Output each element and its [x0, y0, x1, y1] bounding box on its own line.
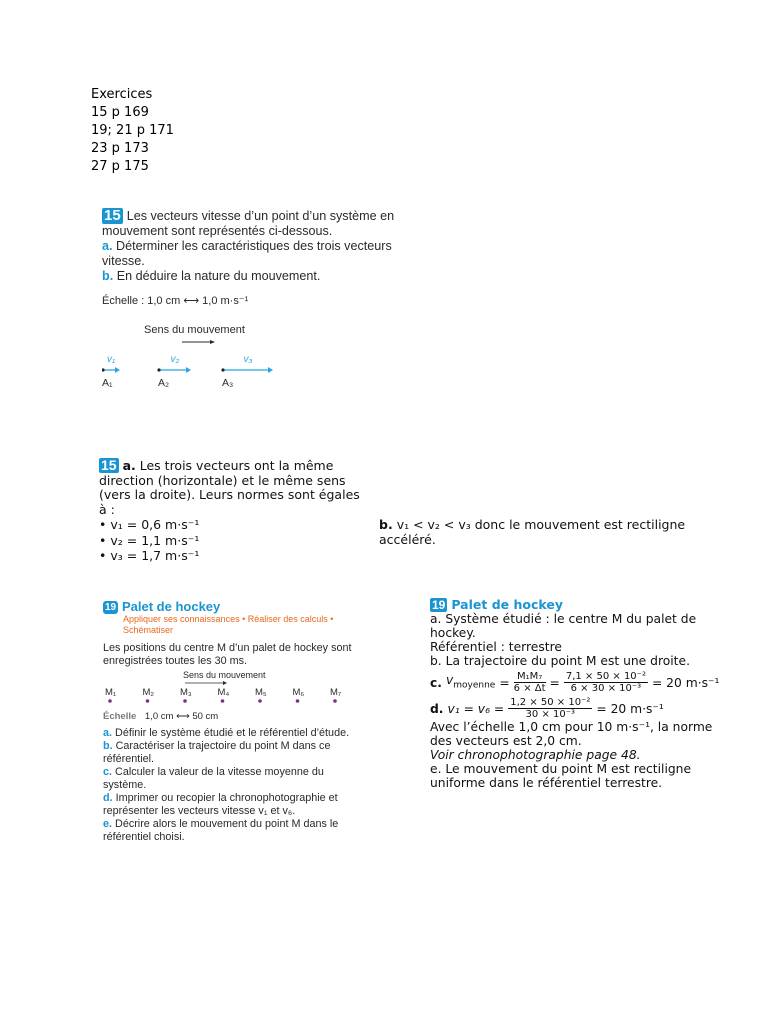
point-label: A₁: [102, 377, 113, 389]
questions-list: [103, 727, 353, 844]
point-marker: [157, 368, 160, 371]
exercise-15-statement: [102, 208, 407, 239]
exercise-19: [103, 600, 353, 844]
scale-label: Échelle: [103, 711, 137, 722]
question-text: Déterminer les caractéristiques des trois vecteurs vitesse.: [102, 239, 392, 268]
formula-subscript: moyenne: [453, 680, 496, 691]
formula-result: = 20 m·s⁻¹: [651, 675, 720, 690]
answer-letter: b.: [379, 517, 393, 532]
title-text: Palet de hockey: [451, 597, 563, 612]
position-point: [221, 699, 225, 703]
position-point: [333, 699, 337, 703]
answer-19: [430, 598, 720, 790]
exercise-number-badge: 19: [104, 602, 117, 613]
point-label: M₃: [180, 687, 192, 698]
question-letter: a.: [102, 239, 113, 253]
formula-variable: v: [445, 672, 454, 687]
point-label: M₂: [142, 687, 155, 698]
point-label: M₅: [255, 687, 267, 698]
scale-value: 1,0 cm ⟷ 50 cm: [144, 711, 219, 722]
norms-list: [99, 518, 369, 564]
answer-e: e. Le mouvement du point M est rectiligne uniforme dans le référentiel terrestre.: [430, 762, 692, 790]
point-marker: [221, 368, 224, 371]
answer-letter: a.: [122, 458, 136, 473]
list-item: • v₁ = 0,6 m·s⁻¹: [99, 518, 369, 533]
answer-d-text: Avec l’échelle 1,0 cm pour 10 m·s⁻¹, la norme des vecteurs est 2,0 cm.: [430, 720, 713, 748]
velocity-vector-head: [115, 367, 120, 373]
exercise-list-item: 19; 21 p 171: [91, 123, 174, 138]
point-label: M₆: [292, 687, 305, 698]
vector-label: v₁: [107, 354, 116, 365]
list-item: • v₂ = 1,1 m·s⁻¹: [99, 534, 369, 549]
answer-19-title: [430, 598, 720, 612]
position-point: [146, 699, 150, 703]
exercise-19-title: [103, 600, 353, 614]
question-item: a. Définir le système étudié et le référentiel d’étude.: [103, 727, 350, 739]
question-item: e. Décrire alors le mouvement du point M dans le référentiel choisi.: [103, 818, 339, 843]
direction-arrow-head: [210, 340, 215, 344]
velocity-vector-head: [268, 367, 273, 373]
question-item: c. Calculer la valeur de la vitesse moyenne du système.: [103, 766, 324, 791]
fraction: $\frac{\text{1,2 × 50 × 10⁻²}}{\text{30 × 10⁻³}}$: [510, 697, 591, 720]
velocity-vector-head: [186, 367, 191, 373]
vector-label: v₃: [243, 354, 253, 365]
position-point: [108, 699, 112, 703]
position-point: [296, 699, 300, 703]
exercise-list-item: 23 p 173: [91, 141, 149, 156]
answer-number-badge: 19: [432, 598, 446, 612]
question-b: [102, 269, 407, 284]
fraction: $\frac{\text{M₁M₇}}{6 \times \Delta t}$: [513, 671, 546, 694]
answer-d-reference: Voir chronophotographie page 48.: [430, 748, 641, 762]
answer-letter: c.: [430, 675, 442, 690]
vector-label: v₂: [170, 354, 180, 365]
motion-direction-label: Sens du mouvement: [183, 670, 266, 680]
answer-c-formula: c. $v_{moyenne}$ = $\frac{\text{M₁M₇}}{6 \times \Delta t}$ = $\frac{\text{7,1 × 50 × 10⁻²}}{\text{6 × 30 × 10⁻³}}$ = 20 m·s⁻¹: [430, 671, 720, 694]
point-label: M₁: [105, 687, 117, 698]
answer-15-a: [99, 458, 369, 517]
exercise-list-item: 27 p 175: [91, 159, 149, 174]
answer-text: v₁ < v₂ < v₃ donc le mouvement est rectiligne accéléré.: [379, 517, 686, 547]
answer-text: Les trois vecteurs ont la même direction (horizontale) et le même sens (vers la droite). Leurs normes sont égales à :: [99, 458, 360, 517]
skills-tag: Appliquer ses connaissances • Réaliser des calculs • Schématiser: [123, 614, 334, 635]
exercise-list-item: 15 p 169: [91, 105, 149, 120]
question-item: d. Imprimer ou recopier la chronophotographie et représenter les vecteurs vitesse v₁ et v₆.: [103, 792, 338, 817]
question-a: [102, 239, 407, 269]
question-letter: b.: [102, 269, 114, 283]
answer-15-b: [379, 517, 699, 547]
point-label: M₇: [330, 687, 342, 698]
direction-arrow-head: [223, 681, 227, 685]
answer-15: [99, 458, 369, 565]
fraction: $\frac{\text{7,1 × 50 × 10⁻²}}{\text{6 × 30 × 10⁻³}}$: [565, 671, 646, 694]
exercise-list: [91, 86, 174, 176]
point-label: M₄: [217, 687, 230, 698]
point-label: A₂: [158, 377, 170, 389]
answer-d-formula: [430, 697, 720, 720]
question-item: b. Caractériser la trajectoire du point M dans ce référentiel.: [103, 740, 331, 765]
motion-direction-label: Sens du mouvement: [144, 324, 245, 336]
velocity-vectors-figure: [102, 340, 312, 392]
answer-referential: Référentiel : terrestre: [430, 640, 562, 654]
point-label: A₃: [222, 377, 234, 389]
statement-text: Les vecteurs vitesse d’un point d’un système en mouvement sont représentés ci-dessous.: [102, 209, 395, 238]
formula-result: = 20 m·s⁻¹: [596, 701, 664, 716]
scale-row: [103, 710, 353, 723]
scale-label: Échelle : 1,0 cm ⟷ 1,0 m·s⁻¹: [102, 295, 249, 307]
exercise-15: [102, 208, 407, 392]
list-item: • v₃ = 1,7 m·s⁻¹: [99, 549, 369, 564]
title-text: Palet de hockey: [122, 599, 221, 614]
formula-lhs: v₁ = v₆ =: [447, 701, 505, 716]
answer-b: b. La trajectoire du point M est une droite.: [430, 654, 690, 668]
answer-number-badge: 15: [101, 457, 117, 473]
exercise-number-badge: 15: [104, 207, 121, 224]
chronophotography-figure: [103, 668, 353, 704]
answer-a: a. Système étudié : le centre M du palet de hockey.: [430, 612, 697, 640]
position-point: [183, 699, 187, 703]
question-text: En déduire la nature du mouvement.: [116, 269, 321, 283]
point-marker: [102, 368, 105, 371]
exercise-list-title: Exercices: [91, 87, 153, 102]
intro-text: Les positions du centre M d’un palet de hockey sont enregistrées toutes les 30 ms.: [103, 642, 352, 667]
answer-letter: d.: [430, 701, 444, 716]
position-point: [258, 699, 262, 703]
